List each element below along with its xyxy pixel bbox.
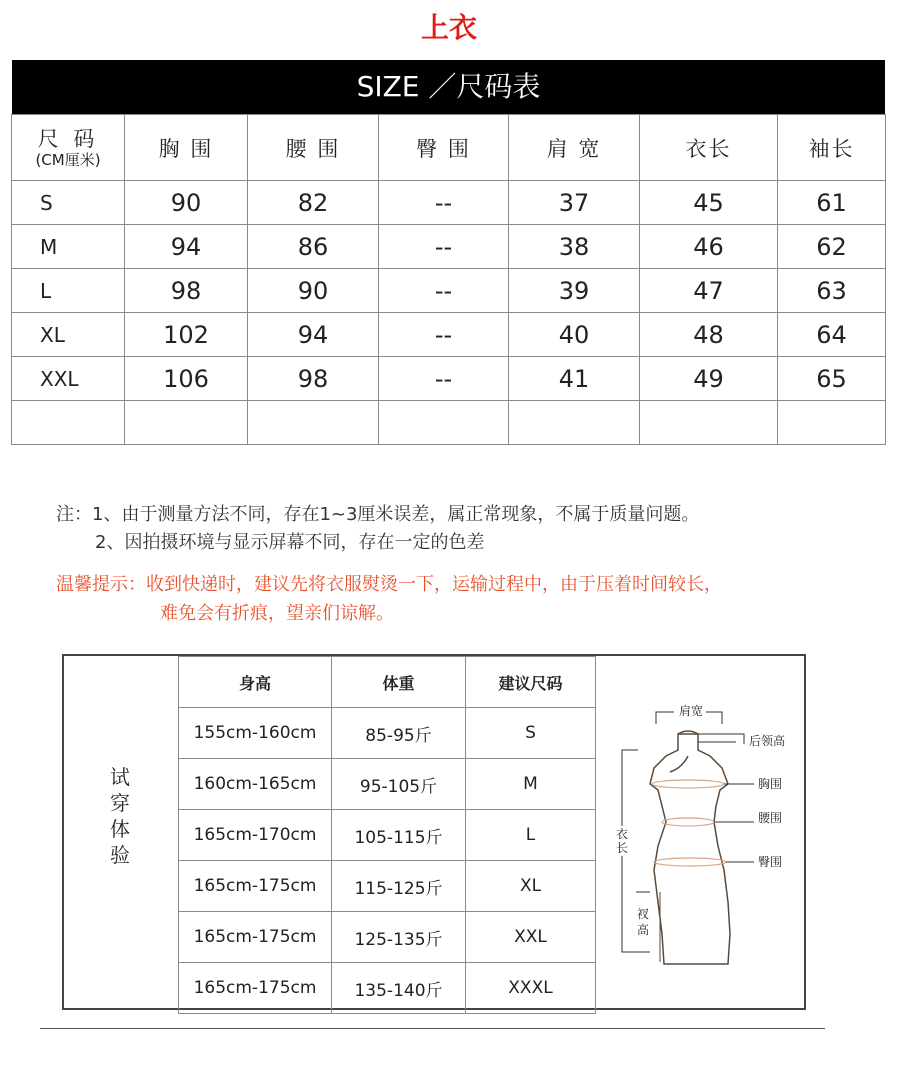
- table-row: [179, 810, 596, 861]
- column-header: 肩 宽: [509, 115, 640, 181]
- length-label-2: 长: [616, 841, 629, 855]
- size-cell: S: [466, 708, 596, 759]
- size-cell: XXXL: [466, 963, 596, 1014]
- chest-label: 胸围: [758, 777, 783, 791]
- table-cell: 65: [778, 357, 886, 401]
- size-cell: M: [12, 225, 125, 269]
- size-cell: XXL: [466, 912, 596, 963]
- fit-label-char: 体: [110, 817, 130, 841]
- leader-lines: [714, 784, 754, 862]
- column-header: 衣长: [640, 115, 778, 181]
- table-row: [12, 225, 886, 269]
- size-chart-table: [11, 114, 886, 445]
- column-header: 身高: [179, 657, 332, 708]
- fit-header-row: [179, 657, 596, 708]
- weight-cell: 85-95斤: [332, 708, 466, 759]
- column-header: 袖长: [778, 115, 886, 181]
- table-cell: 98: [125, 269, 248, 313]
- table-row: [179, 759, 596, 810]
- note-line-1: 注：1、由于测量方法不同，存在1~3厘米误差，属正常现象，不属于质量问题。: [56, 504, 700, 525]
- table-row: [12, 357, 886, 401]
- slit-label-1: 衩: [637, 907, 650, 921]
- table-cell: 94: [125, 225, 248, 269]
- hip-label: 臀围: [758, 855, 783, 869]
- size-column-label: 尺 码: [37, 126, 99, 151]
- back-neck-label: 后领高: [749, 734, 786, 748]
- qipao-measurement-diagram: [596, 656, 806, 1010]
- table-cell: [379, 401, 509, 445]
- table-cell: 37: [509, 181, 640, 225]
- back-neck-bracket: [698, 734, 744, 744]
- table-cell: 49: [640, 357, 778, 401]
- weight-cell: 105-115斤: [332, 810, 466, 861]
- table-cell: 94: [248, 313, 379, 357]
- page-title: 上衣: [420, 11, 477, 44]
- size-cell: XL: [12, 313, 125, 357]
- table-cell: 45: [640, 181, 778, 225]
- table-cell: 48: [640, 313, 778, 357]
- table-cell: 62: [778, 225, 886, 269]
- size-cell: L: [466, 810, 596, 861]
- table-cell: 90: [248, 269, 379, 313]
- qipao-outline: [650, 731, 730, 964]
- table-row: [179, 708, 596, 759]
- table-cell: [640, 401, 778, 445]
- tip-line-2: 难免会有折痕，望亲们谅解。: [160, 603, 394, 624]
- fit-label-char: 穿: [110, 791, 130, 815]
- table-cell: 63: [778, 269, 886, 313]
- column-header: 胸 围: [125, 115, 248, 181]
- bottom-divider: [40, 1028, 825, 1029]
- table-row-empty: [12, 401, 886, 445]
- weight-cell: 125-135斤: [332, 912, 466, 963]
- column-header: 建议尺码: [466, 657, 596, 708]
- column-header: 臀 围: [379, 115, 509, 181]
- size-chart-header-row: [12, 115, 886, 181]
- table-cell: 40: [509, 313, 640, 357]
- table-cell: [125, 401, 248, 445]
- size-cell: XL: [466, 861, 596, 912]
- weight-cell: 135-140斤: [332, 963, 466, 1014]
- column-header: 体重: [332, 657, 466, 708]
- table-cell: --: [379, 313, 509, 357]
- weight-cell: 95-105斤: [332, 759, 466, 810]
- table-cell: 102: [125, 313, 248, 357]
- table-cell: 38: [509, 225, 640, 269]
- table-cell: 106: [125, 357, 248, 401]
- size-column-header: [12, 115, 125, 181]
- size-column-unit: (CM厘米): [35, 150, 101, 169]
- size-chart-header: SIZE ／尺码表: [12, 60, 885, 114]
- fit-label-char: 试: [110, 765, 130, 789]
- fit-experience-table: [178, 656, 596, 1014]
- height-cell: 155cm-160cm: [179, 708, 332, 759]
- table-row: [12, 313, 886, 357]
- table-cell: 82: [248, 181, 379, 225]
- height-cell: 165cm-170cm: [179, 810, 332, 861]
- table-cell: [12, 401, 125, 445]
- table-cell: 90: [125, 181, 248, 225]
- table-cell: --: [379, 225, 509, 269]
- table-row: [12, 269, 886, 313]
- weight-cell: 115-125斤: [332, 861, 466, 912]
- fit-experience-label: [108, 764, 132, 868]
- table-cell: 86: [248, 225, 379, 269]
- shoulder-label: 肩宽: [678, 704, 704, 718]
- slit-bracket: [636, 892, 650, 952]
- size-cell: S: [12, 181, 125, 225]
- slit-label-2: 高: [637, 923, 650, 937]
- size-cell: M: [466, 759, 596, 810]
- table-cell: [778, 401, 886, 445]
- height-cell: 165cm-175cm: [179, 912, 332, 963]
- table-cell: --: [379, 357, 509, 401]
- column-header: 腰 围: [248, 115, 379, 181]
- table-cell: 41: [509, 357, 640, 401]
- table-cell: 98: [248, 357, 379, 401]
- table-row: [179, 912, 596, 963]
- size-cell: XXL: [12, 357, 125, 401]
- table-cell: --: [379, 181, 509, 225]
- table-cell: [248, 401, 379, 445]
- table-cell: --: [379, 269, 509, 313]
- size-cell: L: [12, 269, 125, 313]
- length-label-1: 衣: [616, 827, 629, 841]
- table-row: [179, 963, 596, 1014]
- tip-line-1: 温馨提示：收到快递时，建议先将衣服熨烫一下，运输过程中，由于压着时间较长，: [56, 574, 722, 595]
- table-cell: [509, 401, 640, 445]
- waist-label: 腰围: [758, 811, 783, 825]
- table-cell: 46: [640, 225, 778, 269]
- table-row: [12, 181, 886, 225]
- table-row: [179, 861, 596, 912]
- table-cell: 61: [778, 181, 886, 225]
- table-cell: 64: [778, 313, 886, 357]
- height-cell: 165cm-175cm: [179, 861, 332, 912]
- table-cell: 47: [640, 269, 778, 313]
- table-cell: 39: [509, 269, 640, 313]
- height-cell: 165cm-175cm: [179, 963, 332, 1014]
- fit-label-char: 验: [110, 843, 130, 867]
- note-line-2: 2、因拍摄环境与显示屏幕不同，存在一定的色差: [95, 532, 485, 553]
- height-cell: 160cm-165cm: [179, 759, 332, 810]
- fit-experience-panel: [62, 654, 806, 1010]
